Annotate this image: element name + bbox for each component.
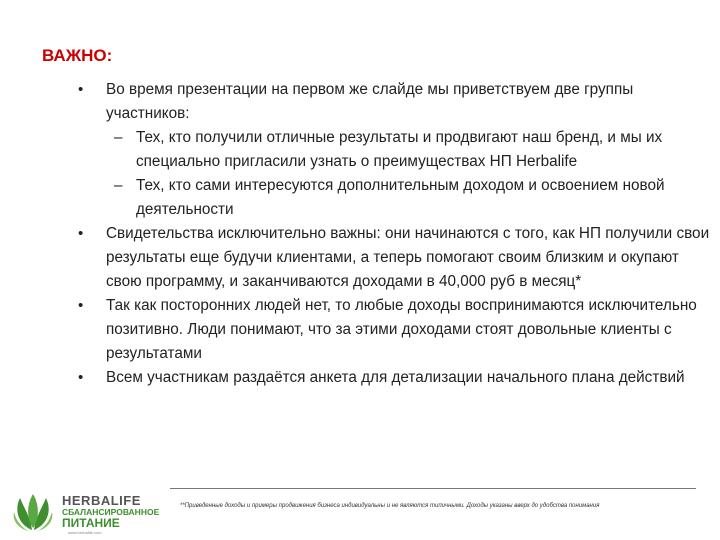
bullet-item [0,78,720,126]
logo-brand-text: HERBALIFE [62,493,141,508]
footer-divider [170,488,696,489]
dash-marker: – [114,177,123,194]
bullet-marker: • [78,369,84,386]
footnote: **Приведенные доходы и примеры продвижения бизнеса индивидуальны и не являются типичными. Доходы указаны вверх до удобства понимания [180,503,600,509]
dash-marker: – [114,129,123,146]
logo-line1: СБАЛАНСИРОВАННОЕ [62,507,160,517]
bullet-item [0,294,720,366]
logo-line2: ПИТАНИЕ [62,516,120,530]
bullet-text: Так как посторонних людей нет, то любые доходы воспринимаются исключительно позитивно. Люди понимают, что за этими доходами стоят довольные клиенты с результатами [106,297,697,362]
bullet-text: Всем участникам раздаётся анкета для детализации начального плана действий [106,369,685,386]
bullet-marker: • [78,225,84,242]
bullet-marker: • [78,81,84,98]
bullet-item [0,366,720,390]
herbalife-leaf-icon [8,490,58,536]
slide-title: ВАЖНО: [42,46,113,65]
bullet-list [0,78,720,390]
bullet-text: Свидетельства исключительно важны: они начинаются с того, как НП получили свои результаты еще будучи клиентами, а теперь помогают своим близким и окупают свою программу, и заканчиваются доходами в 40,000 руб в месяц* [106,225,710,290]
sub-item-text: Тех, кто сами интересуются дополнительным доходом и освоением новой деятельности [136,177,665,218]
sub-item-text: Тех, кто получили отличные результаты и продвигают наш бренд, и мы их специально пригласили узнать о преимуществах НП Herbalife [136,129,663,170]
herbalife-logo [8,490,168,536]
sub-item [0,174,720,222]
logo-tagline: www.herbalife.com [68,530,102,535]
bullet-text: Во время презентации на первом же слайде мы приветствуем две группы участников: [106,81,634,122]
bullet-marker: • [78,297,84,314]
bullet-item [0,222,720,294]
sub-item [0,126,720,174]
